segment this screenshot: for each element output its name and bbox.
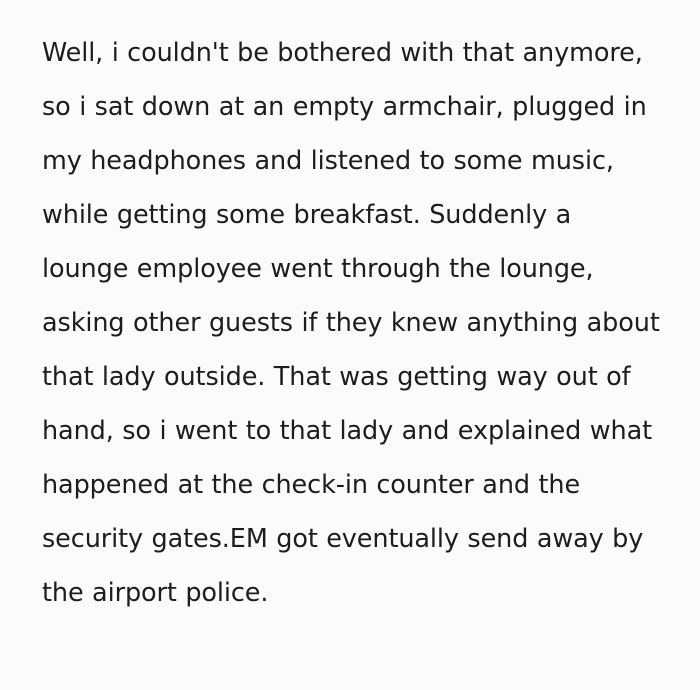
story-paragraph: Well, i couldn't be bothered with that anymore, so i sat down at an empty armchair, plugged in my headphones and listened to some music, while getting some breakfast. Suddenly a lounge employee went through the lounge, asking other guests if they knew anything about that lady outside. That was getting way out of hand, so i went to that lady and explained what happened at the check-in counter and the security gates.EM got eventually send away by the airport police. bbox=[42, 38, 669, 608]
